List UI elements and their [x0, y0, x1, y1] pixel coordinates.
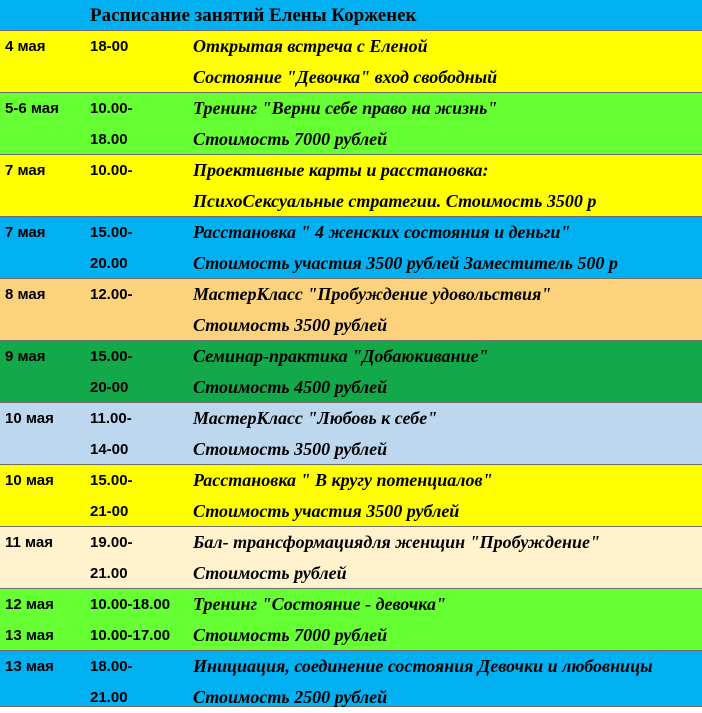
schedule-line [0, 248, 702, 279]
date-cell: 10 мая [5, 410, 54, 427]
time-cell: 10.00-18.00 [90, 596, 171, 613]
time-cell: 21-00 [90, 503, 129, 520]
schedule-row [0, 527, 702, 589]
time-cell: 19.00- [90, 534, 133, 551]
schedule-row [0, 155, 702, 217]
schedule-row [0, 403, 702, 465]
schedule-row [0, 341, 702, 403]
description-cell: Стоимость рублей [193, 563, 347, 583]
schedule-row [0, 279, 702, 341]
time-cell: 20.00 [90, 255, 128, 272]
schedule-line [0, 93, 702, 124]
schedule-row [0, 651, 702, 707]
schedule-line [0, 310, 702, 341]
description-cell: Стоимость 7000 рублей [193, 625, 388, 645]
description-cell: Стоимость 7000 рублей [193, 129, 388, 149]
time-cell: 10.00- [90, 162, 133, 179]
description-cell: Стоимость участия 3500 рублей Заместитель 500 р [193, 253, 618, 273]
schedule-row [0, 589, 702, 651]
schedule-line [0, 558, 702, 589]
date-cell: 9 мая [5, 348, 46, 365]
description-cell: ПсихоСексуальные стратегии. Стоимость 3500 р [193, 191, 597, 211]
schedule-row [0, 465, 702, 527]
description-cell: Инициация, соединение состояния Девочки и любовницы [193, 656, 653, 676]
description-cell: Стоимость 2500 рублей [193, 687, 388, 707]
date-cell: 13 мая [5, 627, 54, 644]
description-cell: Тренинг "Состояние - девочка" [193, 594, 446, 614]
schedule-line [0, 62, 702, 93]
date-cell: 10 мая [5, 472, 54, 489]
schedule-line [0, 682, 702, 713]
date-cell: 12 мая [5, 596, 54, 613]
time-cell: 21.00 [90, 565, 128, 582]
schedule-line [0, 186, 702, 217]
time-cell: 18.00 [90, 131, 128, 148]
schedule-line [0, 620, 702, 651]
schedule-line [0, 527, 702, 558]
date-cell: 8 мая [5, 286, 46, 303]
schedule-line [0, 496, 702, 527]
description-cell: МастерКласс "Пробуждение удовольствия" [193, 284, 552, 304]
time-cell: 20-00 [90, 379, 129, 396]
schedule-line [0, 465, 702, 496]
time-cell: 18-00 [90, 38, 129, 55]
date-cell: 5-6 мая [5, 100, 59, 117]
description-cell: Проективные карты и расстановка: [193, 160, 489, 180]
schedule-line [0, 341, 702, 372]
schedule-line [0, 434, 702, 465]
description-cell: Стоимость 3500 рублей [193, 315, 388, 335]
time-cell: 14-00 [90, 441, 129, 458]
schedule-line [0, 651, 702, 682]
schedule-title: Расписание занятий Елены Корженек [0, 0, 702, 31]
description-cell: Расстановка " 4 женских состояния и деньги" [193, 222, 571, 242]
schedule-row [0, 31, 702, 93]
schedule-line [0, 31, 702, 62]
description-cell: Бал- трансформациядля женщин "Пробуждение" [193, 532, 600, 552]
description-cell: Стоимость 4500 рублей [193, 377, 388, 397]
description-cell: МастерКласс "Любовь к себе" [193, 408, 438, 428]
schedule-line [0, 589, 702, 620]
date-cell: 11 мая [5, 534, 54, 551]
time-cell: 10.00- [90, 100, 133, 117]
time-cell: 10.00-17.00 [90, 627, 171, 644]
time-cell: 12.00- [90, 286, 133, 303]
description-cell: Тренинг "Верни себе право на жизнь" [193, 98, 498, 118]
time-cell: 11.00- [90, 410, 132, 427]
time-cell: 21.00 [90, 689, 128, 706]
schedule-line [0, 372, 702, 403]
date-cell: 7 мая [5, 224, 46, 241]
schedule-row [0, 217, 702, 279]
description-cell: Семинар-практика "Добаюкивание" [193, 346, 489, 366]
schedule-line [0, 124, 702, 155]
schedule-line [0, 403, 702, 434]
description-cell: Состояние "Девочка" вход свободный [193, 67, 498, 87]
date-cell: 7 мая [5, 162, 46, 179]
time-cell: 15.00- [90, 472, 133, 489]
time-cell: 15.00- [90, 224, 133, 241]
date-cell: 13 мая [5, 658, 54, 675]
description-cell: Стоимость 3500 рублей [193, 439, 388, 459]
date-cell: 4 мая [5, 38, 46, 55]
schedule-line [0, 217, 702, 248]
schedule-row [0, 93, 702, 155]
time-cell: 18.00- [90, 658, 133, 675]
time-cell: 15.00- [90, 348, 133, 365]
description-cell: Открытая встреча с Еленой [193, 36, 428, 56]
schedule-line [0, 155, 702, 186]
schedule-line [0, 279, 702, 310]
description-cell: Стоимость участия 3500 рублей [193, 501, 460, 521]
description-cell: Расстановка " В кругу потенциалов" [193, 470, 493, 490]
